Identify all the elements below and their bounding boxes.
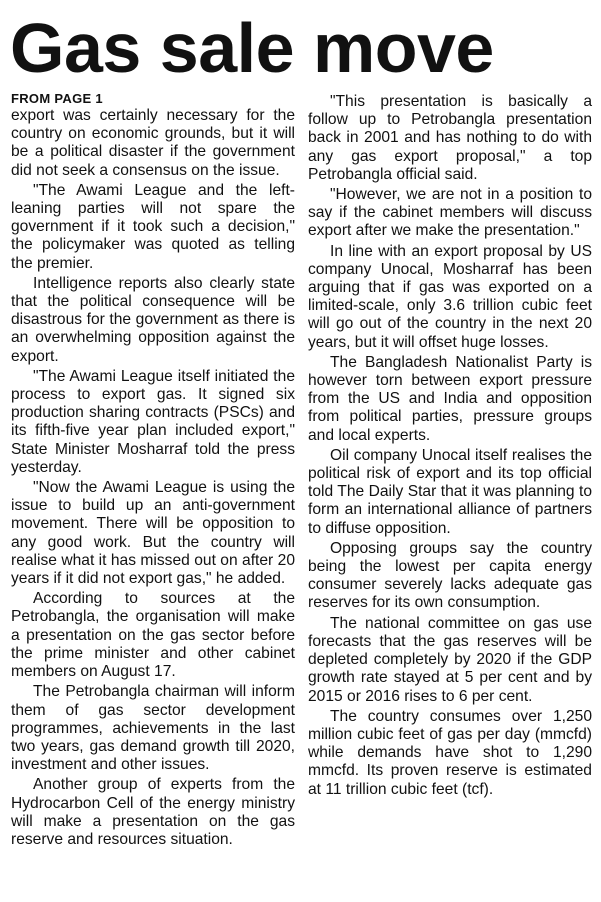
paragraph: The national committee on gas use forecasts that the gas reserves will be depleted completely by 2020 if the GDP growth rate stayed at 5 per cent and by 2015 or 2016 rises to 6 per cent.	[308, 614, 592, 705]
paragraph: Intelligence reports also clearly state that the political consequence will be disastrous for the government as there is an overwhelming opposition against the export.	[11, 274, 295, 365]
article-column-right	[308, 93, 592, 801]
paragraph: Opposing groups say the country being the lowest per capita energy consumer severely lacks adequate gas reserves for its own consumption.	[308, 539, 592, 612]
paragraph: "The Awami League itself initiated the process to export gas. It signed six production sharing contracts (PSCs) and its fifth-five year plan included export," State Minister Mosharraf told the press yesterday.	[11, 367, 295, 476]
paragraph: The Bangladesh Nationalist Party is however torn between export pressure from the US and India and opposition from political parties, pressure groups and local experts.	[308, 353, 592, 444]
continuation-kicker: FROM PAGE 1	[11, 91, 103, 106]
paragraph: In line with an export proposal by US company Unocal, Mosharraf has been arguing that if gas was exported on a limited-scale, only 3.6 trillion cubic feet will go out of the country in the next 20 years, but it will offset huge losses.	[308, 242, 592, 351]
paragraph: The Petrobangla chairman will inform them of gas sector development programmes, achievements in the last two years, gas demand growth till 2020, investment and other issues.	[11, 683, 295, 774]
paragraph: "Now the Awami League is using the issue to build up an anti-government movement. There will be opposition to any good work. But the country will realise what it has missed out on after 20 years if it did not export gas," he added.	[11, 479, 295, 588]
paragraph: "The Awami League and the left-leaning parties will not spare the government if it took such a decision," the policymaker was quoted as telling the premier.	[11, 181, 295, 272]
headline: Gas sale move	[10, 9, 494, 87]
article-column-left	[11, 90, 295, 851]
paragraph: "However, we are not in a position to say if the cabinet members will discuss export after we make the presentation."	[308, 186, 592, 240]
paragraph: Oil company Unocal itself realises the political risk of export and its top official told The Daily Star that it was planning to form an international alliance of partners to diffuse opposition.	[308, 446, 592, 537]
paragraph: According to sources at the Petrobangla, the organisation will make a presentation on the gas sector before the prime minister and other cabinet members on August 17.	[11, 590, 295, 681]
paragraph: The country consumes over 1,250 million cubic feet of gas per day (mmcfd) while demands have shot to 1,290 mmcfd. Its proven reserve is estimated at 11 trillion cubic feet (tcf).	[308, 707, 592, 798]
paragraph: Another group of experts from the Hydrocarbon Cell of the energy ministry will make a presentation on the gas reserve and resources situation.	[11, 776, 295, 848]
paragraph: export was certainly necessary for the country on economic grounds, but it will be a political disaster if the government did not seek a consensus on the issue.	[11, 107, 295, 179]
paragraph: "This presentation is basically a follow up to Petrobangla presentation back in 2001 and has nothing to do with any gas export proposal," a top Petrobangla official said.	[308, 93, 592, 183]
